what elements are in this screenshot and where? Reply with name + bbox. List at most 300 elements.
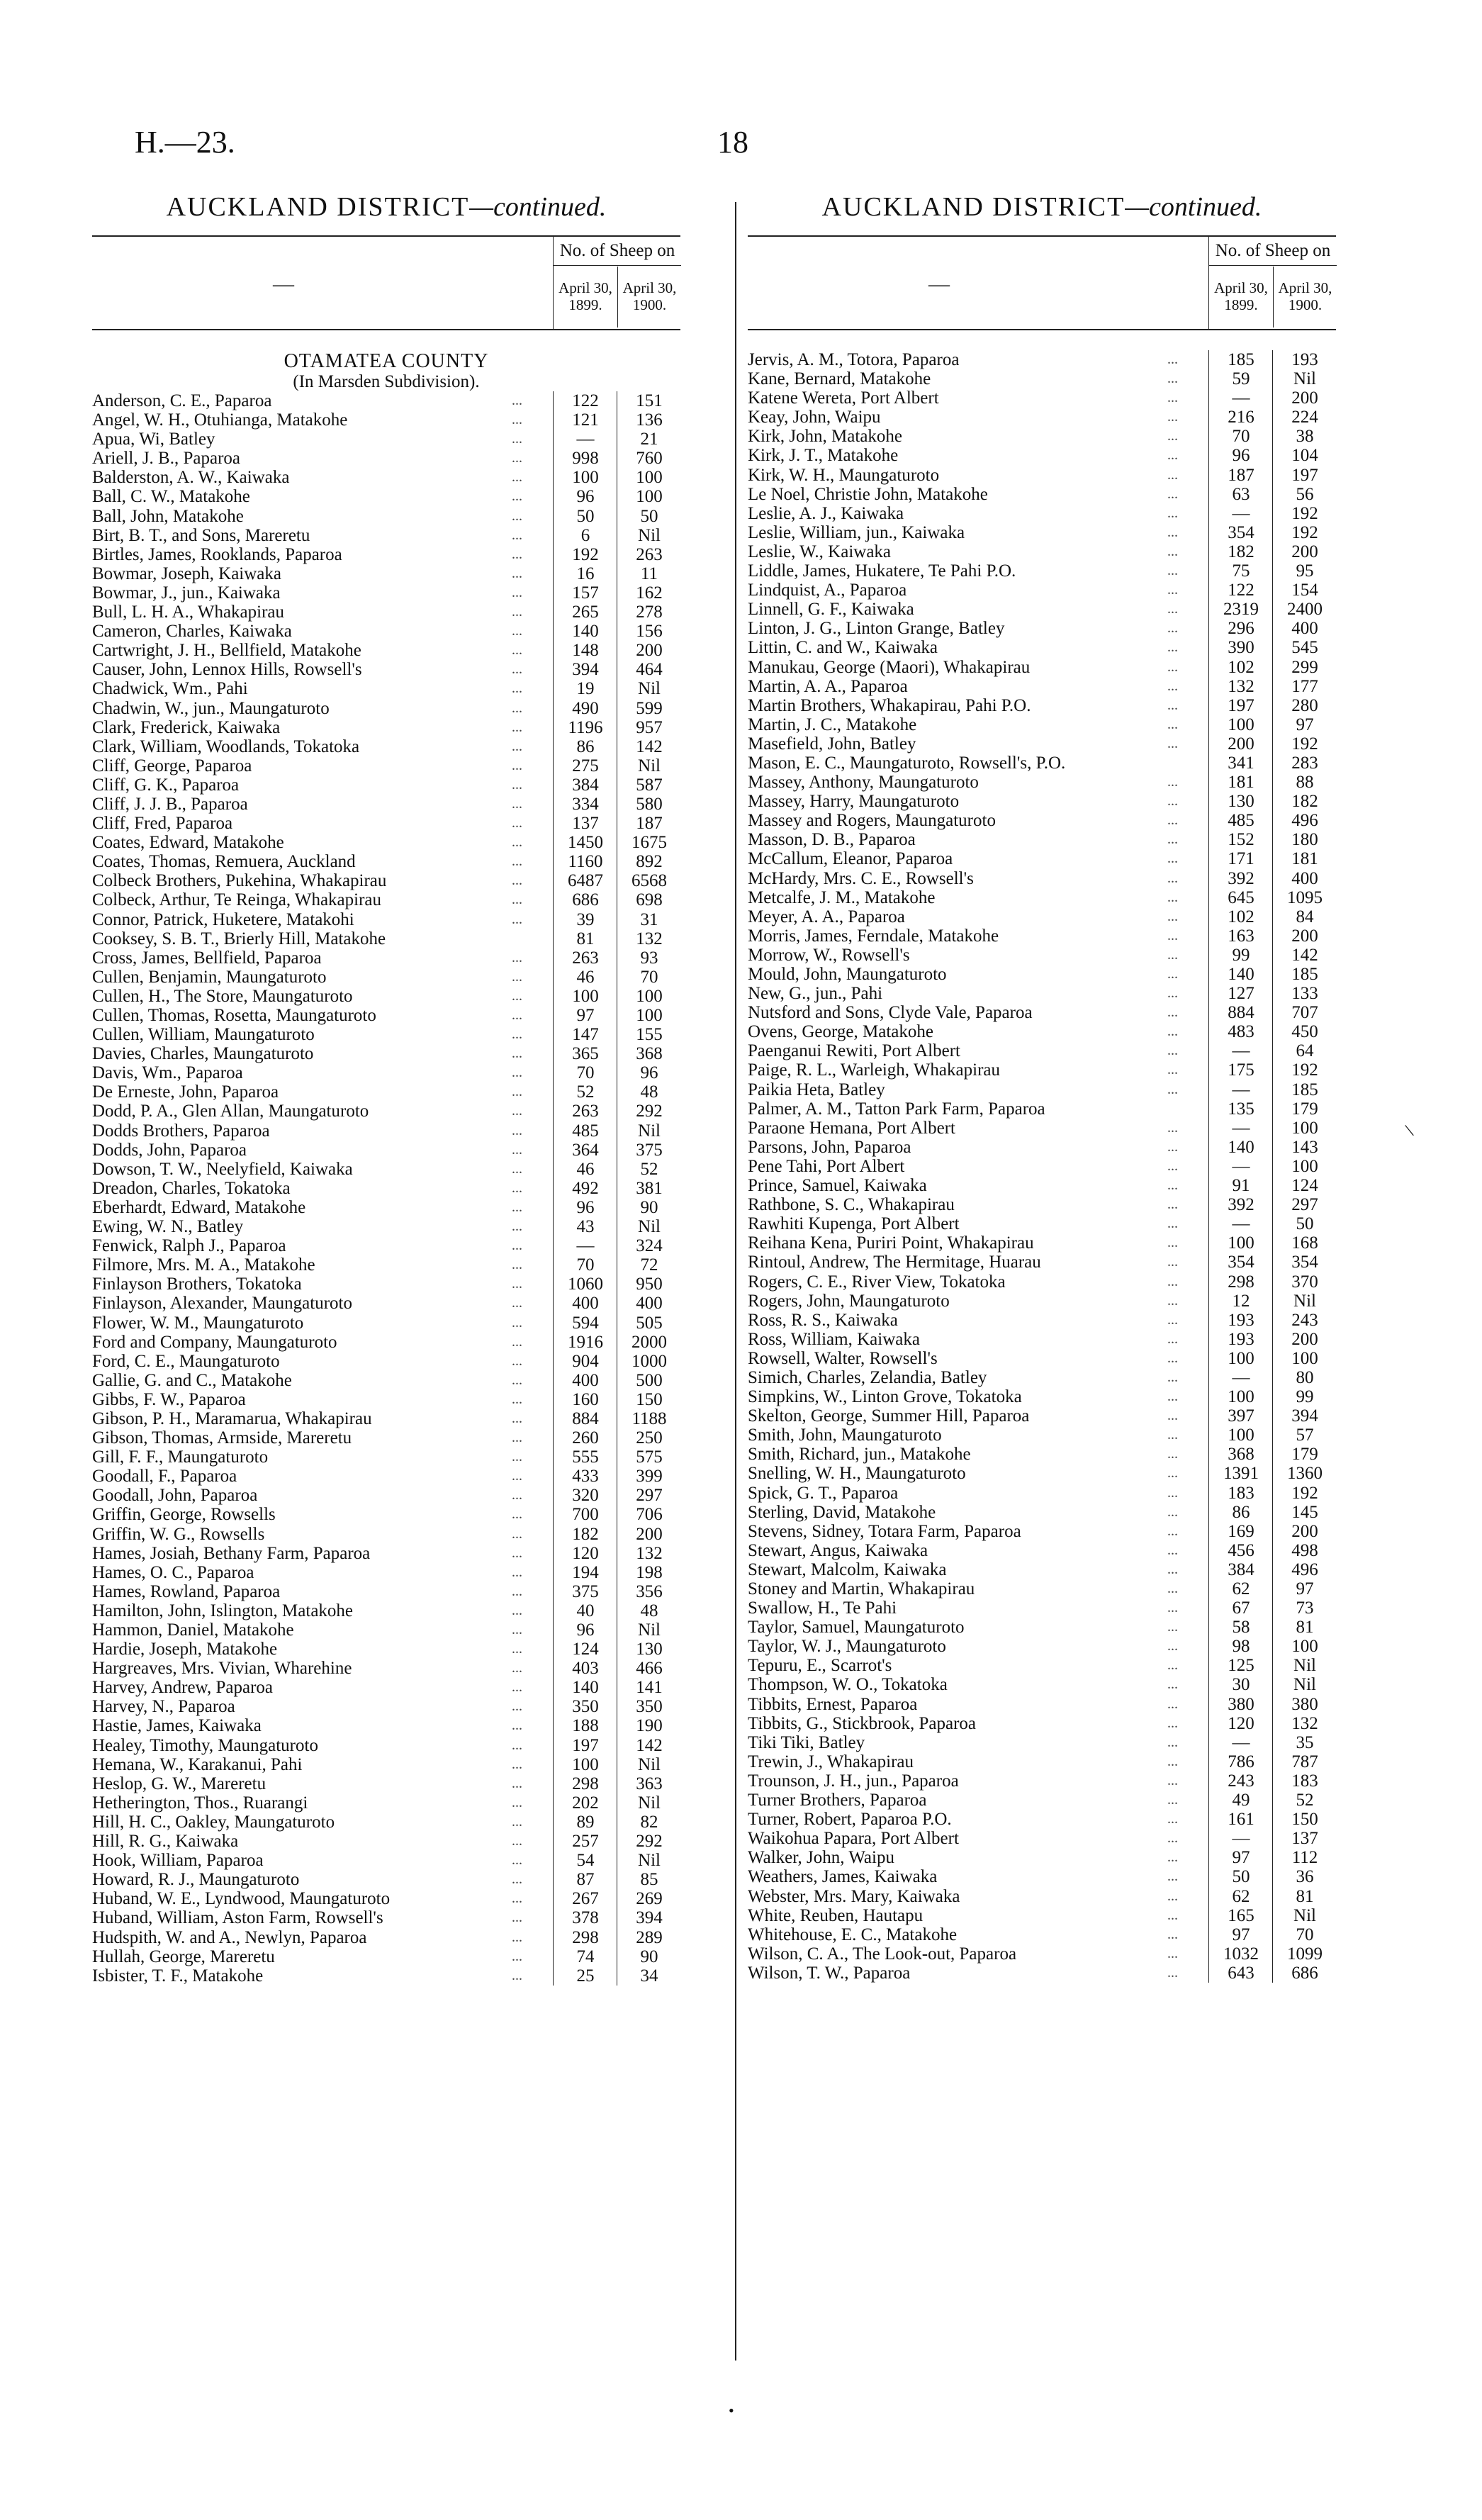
sheep-1900: 124 <box>1272 1176 1337 1195</box>
table-row <box>748 1119 1336 1138</box>
sheep-1899: 354 <box>1208 1253 1273 1272</box>
owner-name: Bowmar, J., jun., Kaiwaka <box>92 583 281 603</box>
sheep-1899: — <box>1208 1119 1273 1138</box>
table-row <box>748 1887 1336 1906</box>
sheep-1900: 81 <box>1272 1618 1337 1637</box>
table-row <box>748 350 1336 369</box>
sheep-1900: 156 <box>617 622 681 641</box>
sheep-1900: 250 <box>617 1428 681 1447</box>
owner-name: Cullen, William, Maungaturoto <box>92 1025 315 1045</box>
table-row <box>748 1330 1336 1349</box>
sheep-1900: 90 <box>617 1198 681 1217</box>
table-row <box>92 1333 680 1352</box>
table-row <box>92 1314 680 1333</box>
sheep-1899: 392 <box>1208 869 1273 888</box>
sheep-1899: 40 <box>553 1601 617 1620</box>
sheep-1899: 12 <box>1208 1292 1273 1311</box>
sheep-1900: 100 <box>617 468 681 487</box>
sheep-1899: 181 <box>1208 773 1273 792</box>
table-row <box>748 1060 1336 1080</box>
left-column <box>92 191 680 1986</box>
sheep-1899: 350 <box>553 1697 617 1716</box>
leader-dots: ... <box>512 681 522 697</box>
leader-dots: ... <box>512 1737 522 1753</box>
leader-dots: ... <box>512 584 522 600</box>
sheep-1899: 1391 <box>1208 1464 1273 1483</box>
leader-dots: ... <box>1167 1197 1178 1213</box>
sheep-1899: 161 <box>1208 1810 1273 1829</box>
leader-dots: ... <box>512 700 522 716</box>
leader-dots: ... <box>512 1545 522 1561</box>
table-row <box>92 890 680 909</box>
sheep-1899: 75 <box>1208 561 1273 581</box>
section-title-suffix: —continued. <box>469 192 607 222</box>
leader-dots: ... <box>1167 1389 1178 1405</box>
leader-dots: ... <box>1167 601 1178 617</box>
sheep-1899: 100 <box>553 468 617 487</box>
sheep-1899: 384 <box>1208 1560 1273 1579</box>
sheep-1900: 56 <box>1272 485 1337 504</box>
sheep-1899: 1196 <box>553 718 617 737</box>
sheep-1900: 162 <box>617 583 681 603</box>
leader-dots: ... <box>1167 466 1178 483</box>
table-body <box>748 350 1336 1983</box>
sheep-1900: 580 <box>617 795 681 814</box>
owner-name: Tepuru, E., Scarrot's <box>748 1656 892 1676</box>
sheep-1900: 155 <box>617 1025 681 1044</box>
leader-dots: ... <box>512 1660 522 1676</box>
table-row <box>92 1928 680 1947</box>
owner-name: Hudspith, W. and A., Newlyn, Paparoa <box>92 1927 367 1947</box>
owner-name: Birtles, James, Rooklands, Paparoa <box>92 544 342 564</box>
owner-name: Filmore, Mrs. M. A., Matakohe <box>92 1255 315 1275</box>
owner-name: Healey, Timothy, Maungaturoto <box>92 1735 318 1755</box>
leader-dots: ... <box>1167 889 1178 905</box>
leader-dots: ... <box>1167 1446 1178 1462</box>
leader-dots: ... <box>512 911 522 927</box>
leader-dots: ... <box>512 412 522 428</box>
leader-dots: ... <box>512 1852 522 1869</box>
section-title-text: AUCKLAND DISTRICT <box>821 192 1125 222</box>
sheep-1899: 58 <box>1208 1618 1273 1637</box>
owner-name: Jervis, A. M., Totora, Paparoa <box>748 350 960 369</box>
table-row <box>92 1659 680 1678</box>
owner-name: Dodds, John, Paparoa <box>92 1140 247 1160</box>
leader-dots: ... <box>512 1122 522 1138</box>
sheep-1900: 192 <box>1272 523 1337 542</box>
sheep-1899: — <box>1208 1157 1273 1176</box>
table-row <box>748 1675 1336 1694</box>
leader-dots: ... <box>1167 1369 1178 1385</box>
owner-name: Ariell, J. B., Paparoa <box>92 449 240 469</box>
sheep-1899: 265 <box>553 603 617 622</box>
table-row <box>92 775 680 795</box>
sheep-1899: 594 <box>553 1314 617 1333</box>
sheep-1899: 197 <box>553 1736 617 1755</box>
leader-dots: ... <box>512 815 522 831</box>
table-row <box>92 1620 680 1640</box>
owner-name: Griffin, George, Rowsells <box>92 1505 276 1525</box>
sheep-1899: 163 <box>1208 926 1273 946</box>
sheep-1900: 100 <box>1272 1157 1337 1176</box>
sheep-1899: 998 <box>553 449 617 468</box>
sheep-1899: 30 <box>1208 1675 1273 1694</box>
table-row <box>92 1409 680 1428</box>
owner-name: Manukau, George (Maori), Whakapirau <box>748 657 1031 677</box>
sheep-1899: 97 <box>553 1006 617 1025</box>
table-row <box>92 468 680 487</box>
sheep-1900: 698 <box>617 890 681 909</box>
owner-name: Harvey, N., Paparoa <box>92 1697 235 1717</box>
sheep-1900: Nil <box>1272 1656 1337 1675</box>
sheep-1899: 884 <box>1208 1003 1273 1022</box>
sheep-1900: 394 <box>617 1908 681 1927</box>
table-row <box>748 388 1336 408</box>
sheep-1900: 297 <box>1272 1195 1337 1214</box>
leader-dots: ... <box>1167 1888 1178 1904</box>
leader-dots: ... <box>512 987 522 1004</box>
leader-dots: ... <box>512 1257 522 1273</box>
sheep-1899: 6 <box>553 526 617 545</box>
leader-dots: ... <box>1167 908 1178 924</box>
table-row <box>92 430 680 449</box>
sheep-1900: 100 <box>617 487 681 506</box>
owner-name: McCallum, Eleanor, Paparoa <box>748 849 953 869</box>
leader-dots: ... <box>512 1794 522 1810</box>
owner-name: Rathbone, S. C., Whakapirau <box>748 1195 955 1215</box>
owner-name: Mason, E. C., Maungaturoto, Rowsell's, P.O. <box>748 753 1066 773</box>
table-row <box>92 1640 680 1659</box>
table-row <box>92 968 680 987</box>
table-row <box>92 1486 680 1505</box>
sheep-1899: 375 <box>553 1582 617 1601</box>
sheep-1899: 334 <box>553 795 617 814</box>
sheep-1899: 99 <box>1208 946 1273 965</box>
sheep-1900: 130 <box>617 1640 681 1659</box>
owner-name: Hill, H. C., Oakley, Maungaturoto <box>92 1812 335 1832</box>
owner-name: Bowmar, Joseph, Kaiwaka <box>92 564 281 583</box>
leader-dots: ... <box>1167 505 1178 521</box>
owner-name: Coates, Thomas, Remuera, Auckland <box>92 852 356 872</box>
sheep-1900: 190 <box>617 1716 681 1735</box>
sheep-1899: 555 <box>553 1447 617 1467</box>
leader-dots: ... <box>1167 1138 1178 1155</box>
owner-name: Hetherington, Thos., Ruarangi <box>92 1793 308 1813</box>
leader-dots: ... <box>512 661 522 678</box>
table-row <box>92 1025 680 1044</box>
sheep-1900: 132 <box>617 929 681 948</box>
sheep-1900: 1095 <box>1272 888 1337 907</box>
table-row <box>92 1889 680 1908</box>
sheep-1900: 368 <box>617 1044 681 1063</box>
page-bullet: • <box>729 2402 734 2419</box>
table-row <box>748 369 1336 388</box>
sheep-1899: 97 <box>1208 1925 1273 1944</box>
table-row <box>748 1771 1336 1791</box>
owner-name: New, G., jun., Pahi <box>748 984 883 1004</box>
owner-name: Hardie, Joseph, Matakohe <box>92 1640 278 1659</box>
table-row <box>748 1464 1336 1483</box>
table-row <box>748 1810 1336 1829</box>
sheep-1899: — <box>1208 1214 1273 1233</box>
table-row <box>92 814 680 833</box>
sheep-1900: 299 <box>1272 658 1337 677</box>
sheep-1900: Nil <box>1272 1292 1337 1311</box>
sheep-1899: — <box>1208 1368 1273 1387</box>
owner-name: Leslie, W., Kaiwaka <box>748 542 892 561</box>
owner-name: Simpkins, W., Linton Grove, Tokatoka <box>748 1387 1022 1407</box>
leader-dots: ... <box>512 1871 522 1888</box>
leader-dots: ... <box>1167 1792 1178 1808</box>
owner-name: Wilson, T. W., Paparoa <box>748 1963 911 1983</box>
sheep-1900: 100 <box>1272 1637 1337 1656</box>
table-row <box>748 658 1336 677</box>
section-title-suffix: —continued. <box>1125 192 1262 222</box>
sheep-1900: 82 <box>617 1813 681 1832</box>
sheep-1900: Nil <box>617 1793 681 1813</box>
table-row <box>748 619 1336 638</box>
owner-name: Skelton, George, Summer Hill, Paparoa <box>748 1406 1030 1426</box>
leader-dots: ... <box>1167 716 1178 732</box>
leader-dots: ... <box>512 527 522 543</box>
sheep-count-header <box>553 237 681 329</box>
table-row <box>748 754 1336 773</box>
table-row <box>92 679 680 698</box>
table-row <box>748 849 1336 868</box>
table-row <box>92 1102 680 1121</box>
table-row <box>92 1467 680 1486</box>
owner-name: Connor, Patrick, Huketere, Matakohi <box>92 909 354 929</box>
table-row <box>92 948 680 968</box>
leader-dots: ... <box>1167 870 1178 886</box>
leader-dots: ... <box>512 1333 522 1350</box>
sheep-1899: 140 <box>1208 1138 1273 1157</box>
sheep-1900: 197 <box>1272 466 1337 485</box>
leader-dots: ... <box>512 469 522 486</box>
sheep-1899: — <box>553 1236 617 1255</box>
sheep-1900: 11 <box>617 564 681 583</box>
owner-name: Davies, Charles, Maungaturoto <box>92 1044 314 1064</box>
sheep-1900: 498 <box>1272 1541 1337 1560</box>
sheep-1900: 200 <box>617 1525 681 1544</box>
sheep-1900: 150 <box>1272 1810 1337 1829</box>
table-row <box>92 756 680 775</box>
table-row <box>748 1618 1336 1637</box>
sheep-1899: 397 <box>1208 1406 1273 1426</box>
sheep-1899: 171 <box>1208 849 1273 868</box>
table-row <box>748 1695 1336 1714</box>
table-row <box>748 542 1336 561</box>
owner-name: Dodd, P. A., Glen Allan, Maungaturoto <box>92 1102 369 1121</box>
leader-dots: ... <box>1167 447 1178 464</box>
table-header <box>92 235 680 330</box>
owner-name: Stewart, Malcolm, Kaiwaka <box>748 1559 947 1579</box>
owner-name: Hook, William, Paparoa <box>92 1851 264 1871</box>
owner-name: Morris, James, Ferndale, Matakohe <box>748 926 999 946</box>
sheep-1900: 141 <box>617 1678 681 1697</box>
owner-name: Linton, J. G., Linton Grange, Batley <box>748 619 1005 639</box>
table-row <box>92 1716 680 1735</box>
owner-name: Simich, Charles, Zelandia, Batley <box>748 1367 987 1387</box>
sheep-1900: 706 <box>617 1505 681 1524</box>
table-row <box>92 795 680 814</box>
leader-dots: ... <box>1167 1331 1178 1347</box>
sheep-1900: 185 <box>1272 965 1337 984</box>
sheep-1899: 492 <box>553 1179 617 1198</box>
sheep-1899: 403 <box>553 1659 617 1678</box>
owner-name: Chadwin, W., jun., Maungaturoto <box>92 698 330 718</box>
leader-dots: ... <box>1167 1907 1178 1923</box>
sheep-1899: 188 <box>553 1716 617 1735</box>
owner-name: Gallie, G. and C., Matakohe <box>92 1370 292 1390</box>
leader-dots: ... <box>1167 1523 1178 1539</box>
sheep-1899: 100 <box>1208 1387 1273 1406</box>
sheep-1900: Nil <box>617 756 681 775</box>
table-row <box>92 449 680 468</box>
table-row <box>92 545 680 564</box>
leader-dots: ... <box>1167 639 1178 656</box>
owner-name: Paenganui Rewiti, Port Albert <box>748 1041 960 1061</box>
leader-dots: ... <box>512 1679 522 1696</box>
owner-name: Paige, R. L., Warleigh, Whakapirau <box>748 1060 1000 1080</box>
sheep-1899: 483 <box>1208 1022 1273 1041</box>
sheep-1899: 390 <box>1208 638 1273 657</box>
table-row <box>92 1678 680 1697</box>
leader-dots: ... <box>512 1910 522 1926</box>
leader-dots: ... <box>1167 1235 1178 1251</box>
sheep-1899: 96 <box>553 1620 617 1640</box>
sheep-1900: 34 <box>617 1966 681 1986</box>
sheep-1899: 263 <box>553 948 617 968</box>
owner-name: Bull, L. H. A., Whakapirau <box>92 603 285 622</box>
sheep-1899: 485 <box>553 1121 617 1141</box>
owner-name: Morrow, W., Rowsell's <box>748 945 910 965</box>
sheep-1899: 378 <box>553 1908 617 1927</box>
sheep-1900: 192 <box>1272 1484 1337 1503</box>
leader-dots: ... <box>1167 1216 1178 1232</box>
table-row <box>92 391 680 410</box>
owner-name: Pene Tahi, Port Albert <box>748 1156 905 1176</box>
leader-dots: ... <box>1167 1561 1178 1577</box>
owner-name: Cullen, H., The Store, Maungaturoto <box>92 986 353 1006</box>
table-row <box>748 792 1336 811</box>
sheep-1900: 200 <box>1272 542 1337 561</box>
owner-name: Gibbs, F. W., Paparoa <box>92 1389 246 1409</box>
sheep-1900: 289 <box>617 1928 681 1947</box>
sheep-1900: 85 <box>617 1870 681 1889</box>
leader-dots: ... <box>512 757 522 773</box>
sheep-1899: 904 <box>553 1352 617 1371</box>
sheep-1900: 6568 <box>617 871 681 890</box>
table-row <box>748 1848 1336 1867</box>
table-row <box>92 1044 680 1063</box>
owner-name: Le Noel, Christie John, Matakohe <box>748 484 988 504</box>
leader-dots: ... <box>512 1046 522 1062</box>
table-row <box>748 561 1336 581</box>
leader-dots: ... <box>1167 851 1178 867</box>
sheep-1900: 263 <box>617 545 681 564</box>
leader-dots: ... <box>1167 966 1178 982</box>
owner-name: Coates, Edward, Matakohe <box>92 833 284 853</box>
document-header: H.—23. <box>135 125 235 159</box>
table-row <box>92 1160 680 1179</box>
owner-name: Cartwright, J. H., Bellfield, Matakohe <box>92 641 361 661</box>
leader-dots: ... <box>1167 831 1178 848</box>
sheep-1900: 500 <box>617 1371 681 1390</box>
owner-name: Isbister, T. F., Matakohe <box>92 1966 264 1986</box>
table-row <box>748 1637 1336 1656</box>
sheep-1900: 587 <box>617 775 681 795</box>
owner-name: Hames, Josiah, Bethany Farm, Paparoa <box>92 1543 371 1563</box>
owner-name: Cliff, G. K., Paparoa <box>92 775 240 795</box>
owner-name: Kane, Bernard, Matakohe <box>748 369 931 389</box>
table-row <box>92 1447 680 1467</box>
owner-name: Hames, O. C., Paparoa <box>92 1562 254 1582</box>
sheep-1900: 193 <box>1272 350 1337 369</box>
table-body <box>92 350 680 1986</box>
owner-name: Rintoul, Andrew, The Hermitage, Huarau <box>748 1253 1041 1272</box>
sheep-1899: 298 <box>553 1928 617 1947</box>
table-row <box>92 1236 680 1255</box>
sheep-1899: 140 <box>553 1678 617 1697</box>
sheep-1900: 496 <box>1272 811 1337 830</box>
sheep-1900: 100 <box>617 987 681 1006</box>
sheep-1900: 100 <box>1272 1119 1337 1138</box>
owner-name: Tibbits, Ernest, Paparoa <box>748 1694 918 1714</box>
table-row <box>748 1214 1336 1233</box>
leader-dots: ... <box>512 1487 522 1503</box>
owner-name: Hemana, W., Karakanui, Pahi <box>92 1754 303 1774</box>
sheep-1900: 464 <box>617 660 681 679</box>
sheep-1899: 187 <box>1208 466 1273 485</box>
table-row <box>92 1294 680 1313</box>
owner-name: Katene Wereta, Port Albert <box>748 388 939 408</box>
owner-name: Ewing, W. N., Batley <box>92 1217 244 1237</box>
owner-name: Prince, Samuel, Kaiwaka <box>748 1176 927 1196</box>
leader-dots: ... <box>1167 1311 1178 1328</box>
sheep-1900: 150 <box>617 1390 681 1409</box>
owner-name: Waikohua Papara, Port Albert <box>748 1829 959 1849</box>
sheep-1900: 1000 <box>617 1352 681 1371</box>
table-row <box>92 929 680 948</box>
sheep-1899: 192 <box>553 545 617 564</box>
sheep-1899: 296 <box>1208 619 1273 638</box>
sheep-1899: 152 <box>1208 830 1273 849</box>
leader-dots: ... <box>1167 1676 1178 1693</box>
owner-name: Ross, R. S., Kaiwaka <box>748 1310 898 1330</box>
table-row <box>92 1851 680 1870</box>
owner-name: Davis, Wm., Paparoa <box>92 1063 243 1083</box>
leader-dots: ... <box>512 1391 522 1407</box>
table-row <box>92 1255 680 1275</box>
leader-dots: ... <box>512 1602 522 1618</box>
leader-dots: ... <box>1167 1119 1178 1136</box>
leader-dots: ... <box>512 1238 522 1254</box>
sheep-1899: 165 <box>1208 1906 1273 1925</box>
owner-name: Wilson, C. A., The Look-out, Paparoa <box>748 1944 1017 1964</box>
sheep-1900: 950 <box>617 1275 681 1294</box>
sheep-1900: 292 <box>617 1832 681 1851</box>
owner-name: Taylor, Samuel, Maungaturoto <box>748 1618 965 1637</box>
leader-dots: ... <box>1167 1926 1178 1942</box>
sheep-1899: 81 <box>553 929 617 948</box>
owner-name: Birt, B. T., and Sons, Mareretu <box>92 525 310 545</box>
sheep-1900: 145 <box>1272 1503 1337 1522</box>
sheep-1899: 100 <box>1208 1426 1273 1445</box>
leader-dots: ... <box>1167 1734 1178 1750</box>
table-row <box>92 1371 680 1390</box>
owner-name: Dowson, T. W., Neelyfield, Kaiwaka <box>92 1159 353 1179</box>
